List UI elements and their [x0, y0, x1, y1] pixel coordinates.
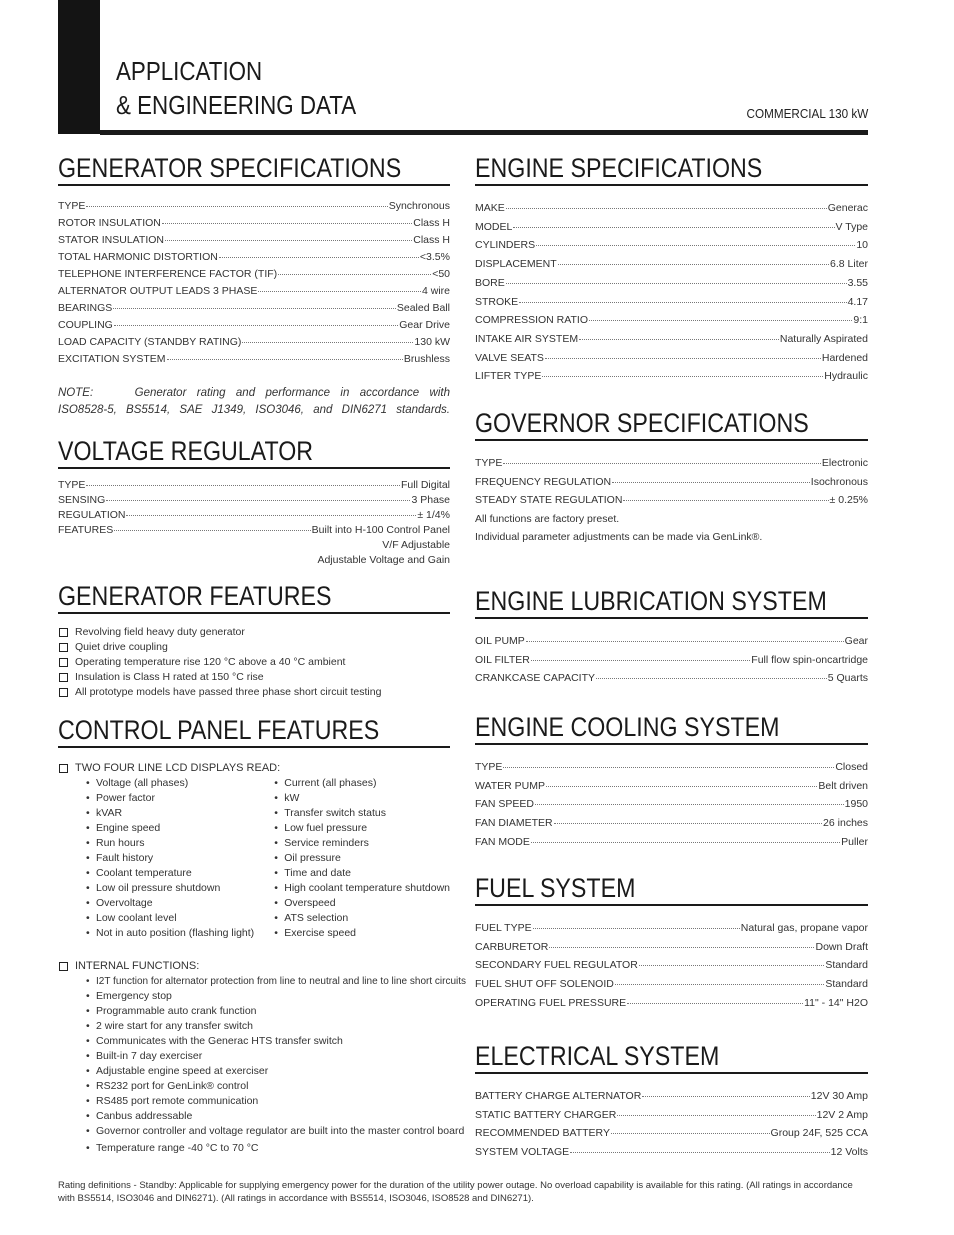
- section-rule: [475, 439, 868, 441]
- spec-value: V Type: [835, 220, 868, 233]
- list-item: [58, 670, 450, 685]
- list-item: • Service reminders: [274, 836, 450, 851]
- spec-label: OIL PUMP: [475, 635, 525, 647]
- spec-label: BEARINGS: [58, 302, 113, 314]
- list-item: • 2 wire start for any transfer switch: [86, 1019, 450, 1034]
- page-title-line2: & ENGINEERING DATA: [116, 90, 357, 120]
- features-continuation: Adjustable Voltage and Gain: [317, 554, 450, 566]
- spec-row: [475, 814, 868, 833]
- spec-row: [58, 351, 450, 368]
- spec-value: 12 Volts: [830, 1146, 868, 1159]
- spec-label: CRANKCASE CAPACITY: [475, 672, 595, 684]
- list-item: • Emergency stop: [86, 989, 450, 1004]
- spec-row: [58, 493, 450, 508]
- spec-row: [475, 994, 868, 1013]
- spec-row: [58, 508, 450, 523]
- spec-value: Group 24F, 525 CCA: [770, 1127, 868, 1140]
- spec-row: [58, 334, 450, 351]
- spec-value: 1950: [844, 798, 868, 811]
- leader-dots: [106, 500, 410, 501]
- engine-lubrication-section: [475, 585, 868, 688]
- spec-value: 130 kW: [414, 336, 450, 348]
- section-title: VOLTAGE REGULATOR: [58, 436, 314, 466]
- spec-value: Full Digital: [400, 479, 450, 491]
- spec-row: [475, 199, 868, 218]
- spec-value: Sealed Ball: [396, 302, 450, 314]
- list-item: • I2T function for alternator protection from line to neutral and line to line short circuits: [86, 974, 450, 989]
- list-item: • Time and date: [274, 866, 450, 881]
- leader-dots: [623, 500, 828, 501]
- spec-label: RECOMMENDED BATTERY: [475, 1127, 610, 1140]
- control-panel-features-section: [58, 714, 467, 1157]
- checkbox-icon: [59, 628, 68, 637]
- engine-cooling-section: [475, 711, 868, 852]
- list-item: • kVAR: [86, 806, 274, 821]
- leader-dots: [165, 240, 412, 241]
- spec-label: REGULATION: [58, 509, 126, 521]
- spec-value: 6.8 Liter: [830, 258, 868, 271]
- leader-dots: [86, 485, 400, 486]
- section-title: GENERATOR FEATURES: [58, 581, 332, 611]
- spec-row: [475, 236, 868, 255]
- spec-rows: [475, 919, 868, 1013]
- spec-label: STATOR INSULATION: [58, 234, 164, 246]
- spec-rows: [58, 198, 450, 368]
- spec-row: [475, 1106, 868, 1125]
- leader-dots: [533, 928, 740, 929]
- spec-row: [475, 1143, 868, 1162]
- spec-label: FAN MODE: [475, 835, 530, 848]
- spec-row: [475, 651, 868, 670]
- list-item: • Overvoltage: [86, 896, 274, 911]
- spec-row: [58, 232, 450, 249]
- spec-label: FUEL TYPE: [475, 922, 532, 934]
- internal-functions-heading: [58, 959, 450, 974]
- leader-dots: [531, 842, 840, 843]
- spec-value: 3 Phase: [411, 494, 450, 506]
- leader-dots: [114, 530, 310, 531]
- leader-dots: [162, 223, 412, 224]
- list-item: • Current (all phases): [274, 776, 450, 791]
- page-title: [116, 54, 356, 122]
- section-rule: [58, 746, 450, 748]
- spec-label: DISPLACEMENT: [475, 258, 557, 271]
- spec-row: [475, 367, 868, 386]
- leader-dots: [278, 274, 431, 275]
- list-item: • Power factor: [86, 791, 274, 806]
- leader-dots: [126, 515, 416, 516]
- leader-dots: [503, 767, 834, 768]
- checkbox-icon: [59, 658, 68, 667]
- spec-label: TYPE: [58, 479, 86, 491]
- spec-label: WATER PUMP: [475, 779, 545, 792]
- engine-specifications-section: [475, 152, 868, 386]
- fuel-system-section: [475, 872, 868, 1013]
- spec-value: Gear Drive: [399, 319, 450, 331]
- leader-dots: [611, 1133, 770, 1134]
- spec-value: Class H: [413, 234, 450, 246]
- note-line: NOTE: Generator rating and performance in accordance with: [58, 387, 450, 399]
- spec-label: MODEL: [475, 220, 513, 233]
- features-continuation: V/F Adjustable: [382, 539, 450, 551]
- spec-row: [475, 293, 868, 312]
- list-item: • Communicates with the Generac HTS transfer switch: [86, 1034, 450, 1049]
- spec-value: 3.55: [847, 276, 868, 289]
- spec-label: OIL FILTER: [475, 653, 530, 666]
- spec-row: [475, 473, 868, 492]
- leader-dots: [258, 291, 421, 292]
- list-item: • Adjustable engine speed at exerciser: [86, 1064, 450, 1079]
- spec-label: STROKE: [475, 295, 519, 308]
- spec-row: [475, 758, 868, 777]
- list-item: • Low oil pressure shutdown: [86, 881, 274, 896]
- spec-row: [58, 317, 450, 334]
- feature-list: [58, 625, 450, 700]
- leader-dots: [506, 283, 847, 284]
- display-readouts: [86, 776, 450, 941]
- spec-label: INTAKE AIR SYSTEM: [475, 332, 579, 345]
- spec-row: [475, 311, 868, 330]
- leader-dots: [242, 342, 413, 343]
- leader-dots: [219, 257, 419, 258]
- section-title: ENGINE COOLING SYSTEM: [475, 712, 780, 742]
- voltage-regulator-section: [58, 435, 450, 568]
- leader-dots: [615, 984, 825, 985]
- spec-row: [475, 956, 868, 975]
- leader-dots: [558, 264, 829, 265]
- leader-dots: [596, 678, 827, 679]
- spec-row: [475, 938, 868, 957]
- generator-features-section: [58, 580, 450, 700]
- spec-row: [475, 218, 868, 237]
- list-item: • RS232 port for GenLink® control: [86, 1079, 450, 1094]
- spec-value: Hydraulic: [824, 370, 868, 383]
- spec-label: EXCITATION SYSTEM: [58, 353, 166, 365]
- spec-rows: [475, 758, 868, 852]
- list-item-text: Quiet drive coupling: [75, 641, 168, 653]
- spec-row: [475, 255, 868, 274]
- leader-dots: [546, 786, 817, 787]
- spec-value: Isochronous: [810, 475, 868, 488]
- leader-dots: [526, 641, 844, 642]
- spec-row: [475, 975, 868, 994]
- list-item: • Engine speed: [86, 821, 274, 836]
- spec-value: Standard: [825, 978, 868, 991]
- spec-value: Hardened: [821, 351, 868, 364]
- spec-label: COMPRESSION RATIO: [475, 314, 588, 327]
- spec-row: [475, 349, 868, 368]
- spec-rows: [58, 478, 450, 568]
- spec-value: 4 wire: [421, 285, 450, 297]
- spec-row: [58, 478, 450, 493]
- list-item-text: Insulation is Class H rated at 150 °C rise: [75, 671, 264, 683]
- spec-label: ALTERNATOR OUTPUT LEADS 3 PHASE: [58, 285, 258, 297]
- spec-label: SENSING: [58, 494, 106, 506]
- leader-dots: [536, 245, 855, 246]
- governor-specifications-section: [475, 407, 868, 546]
- leader-dots: [570, 1152, 829, 1153]
- spec-label: FUEL SHUT OFF SOLENOID: [475, 978, 614, 991]
- spec-label: CARBURETOR: [475, 940, 549, 953]
- list-item: • Voltage (all phases): [86, 776, 274, 791]
- spec-value: Full flow spin-oncartridge: [751, 653, 868, 666]
- spec-value: Closed: [835, 761, 868, 773]
- leader-dots: [167, 359, 403, 360]
- spec-row: [58, 266, 450, 283]
- internal-functions-list: [86, 974, 467, 1157]
- leader-dots: [545, 358, 821, 359]
- section-rule: [475, 184, 868, 186]
- list-item: • Programmable auto crank function: [86, 1004, 450, 1019]
- spec-value: ± 0.25%: [829, 494, 868, 506]
- display-readouts-col2: [274, 776, 450, 941]
- spec-label: STEADY STATE REGULATION: [475, 494, 623, 506]
- note-line: ISO8528-5, BS5514, SAE J1349, ISO3046, and DIN6271 standards.: [58, 404, 450, 416]
- spec-label: TYPE: [475, 457, 503, 469]
- generator-specifications-section: [58, 152, 450, 419]
- leader-dots: [549, 947, 814, 948]
- list-item: • Oil pressure: [274, 851, 450, 866]
- spec-row: [58, 300, 450, 317]
- spec-value: Natural gas, propane vapor: [740, 922, 868, 934]
- spec-label: TOTAL HARMONIC DISTORTION: [58, 251, 218, 263]
- spec-label: FAN SPEED: [475, 798, 534, 811]
- list-item: [58, 625, 450, 640]
- list-item-text: Operating temperature rise 120 °C above a 40 °C ambient: [75, 656, 346, 668]
- spec-value: 10: [856, 239, 868, 252]
- header-black-bar: [58, 0, 100, 134]
- spec-label: FAN DIAMETER: [475, 817, 553, 830]
- spec-value: ± 1/4%: [417, 509, 450, 521]
- spec-value: Class H: [413, 217, 450, 229]
- governor-note: Individual parameter adjustments can be made via GenLink®.: [475, 530, 763, 543]
- display-readouts-col1: [86, 776, 274, 941]
- list-item: • RS485 port remote communication: [86, 1094, 450, 1109]
- list-item: • Low fuel pressure: [274, 821, 450, 836]
- leader-dots: [579, 339, 779, 340]
- leader-dots: [589, 320, 852, 321]
- leader-dots: [639, 965, 825, 966]
- leader-dots: [506, 208, 827, 209]
- spec-row: [58, 283, 450, 300]
- checkbox-icon: [59, 673, 68, 682]
- spec-row: [475, 669, 868, 688]
- spec-value: Built into H-100 Control Panel: [311, 524, 450, 536]
- section-rule: [475, 617, 868, 619]
- spec-value: Gear: [844, 635, 868, 647]
- spec-row: [475, 795, 868, 814]
- spec-row: [475, 454, 868, 473]
- spec-label: FEATURES: [58, 524, 114, 536]
- spec-row: [58, 198, 450, 215]
- spec-row: [58, 523, 450, 538]
- spec-rows: [475, 632, 868, 688]
- spec-label: OPERATING FUEL PRESSURE: [475, 996, 627, 1009]
- spec-value: Brushless: [403, 353, 450, 365]
- section-title: GENERATOR SPECIFICATIONS: [58, 153, 402, 183]
- spec-label: SECONDARY FUEL REGULATOR: [475, 959, 638, 972]
- spec-value: 12V 30 Amp: [810, 1090, 868, 1102]
- spec-value: Electronic: [821, 457, 868, 469]
- spec-value: <50: [432, 268, 450, 280]
- list-item: • Run hours: [86, 836, 274, 851]
- spec-label: VALVE SEATS: [475, 351, 544, 364]
- list-item: • kW: [274, 791, 450, 806]
- list-item: • Overspeed: [274, 896, 450, 911]
- spec-value: Generac: [827, 202, 868, 214]
- section-title: GOVERNOR SPECIFICATIONS: [475, 408, 809, 438]
- spec-rows: [475, 1087, 868, 1162]
- spec-label: LOAD CAPACITY (STANDBY RATING): [58, 336, 242, 348]
- section-title: FUEL SYSTEM: [475, 873, 636, 903]
- list-item: • Coolant temperature: [86, 866, 274, 881]
- spec-value: Down Draft: [815, 940, 868, 953]
- section-rule: [475, 1072, 868, 1074]
- spec-label: TYPE: [58, 200, 86, 212]
- governor-note: All functions are factory preset.: [475, 512, 620, 525]
- displays-heading: [58, 761, 450, 776]
- spec-row: [475, 330, 868, 349]
- checkbox-icon: [59, 688, 68, 697]
- spec-value: Puller: [841, 835, 868, 848]
- spec-label: TELEPHONE INTERFERENCE FACTOR (TIF): [58, 268, 278, 280]
- spec-row: [475, 491, 868, 510]
- list-item: • ATS selection: [274, 911, 450, 926]
- spec-label: SYSTEM VOLTAGE: [475, 1146, 570, 1159]
- section-rule: [58, 612, 450, 614]
- list-item: • Built-in 7 day exerciser: [86, 1049, 450, 1064]
- section-rule: [475, 904, 868, 906]
- leader-dots: [612, 482, 810, 483]
- section-rule: [58, 184, 450, 186]
- spec-row: [475, 632, 868, 651]
- leader-dots: [503, 463, 820, 464]
- checkbox-icon: [59, 962, 68, 971]
- list-item-text: Revolving field heavy duty generator: [75, 626, 245, 638]
- section-title: ELECTRICAL SYSTEM: [475, 1041, 720, 1071]
- rating-definitions-footer: Rating definitions - Standby: Applicable for supplying emergency power for the duration of the utility power outage. No overload capability is available for this rating. (All ratings in accordance with BS5514, ISO3046 and DIN6271). (All ratings in accordance with BS5514, ISO3046, ISO8528 and DIN6271).: [58, 1180, 853, 1204]
- leader-dots: [542, 376, 823, 377]
- leader-dots: [627, 1003, 803, 1004]
- spec-label: COUPLING: [58, 319, 113, 331]
- standards-note: [58, 385, 450, 419]
- electrical-system-section: [475, 1040, 868, 1162]
- list-item: • Exercise speed: [274, 926, 450, 941]
- header-rule: [100, 130, 868, 135]
- spec-value: 9:1: [853, 314, 868, 327]
- spec-label: ROTOR INSULATION: [58, 217, 161, 229]
- spec-value: <3.5%: [419, 251, 450, 263]
- checkbox-icon: [59, 643, 68, 652]
- spec-row: [475, 777, 868, 796]
- spec-label: LIFTER TYPE: [475, 370, 542, 383]
- spec-label: STATIC BATTERY CHARGER: [475, 1108, 617, 1121]
- spec-row: [475, 1087, 868, 1106]
- list-item: • Fault history: [86, 851, 274, 866]
- section-title: CONTROL PANEL FEATURES: [58, 715, 380, 745]
- spec-value: Belt driven: [818, 779, 868, 792]
- spec-row: [475, 919, 868, 938]
- leader-dots: [554, 823, 822, 824]
- leader-dots: [513, 227, 834, 228]
- spec-rows: [475, 454, 868, 546]
- spec-label: FREQUENCY REGULATION: [475, 475, 612, 488]
- leader-dots: [113, 308, 396, 309]
- leader-dots: [642, 1096, 809, 1097]
- page-title-line1: APPLICATION: [116, 56, 263, 86]
- list-item: • Canbus addressable: [86, 1109, 450, 1124]
- checkbox-icon: [59, 764, 68, 773]
- spec-value: 26 inches: [823, 817, 868, 830]
- list-item: • High coolant temperature shutdown: [274, 881, 450, 896]
- spec-label: MAKE: [475, 202, 505, 214]
- list-item: • Temperature range -40 °C to 70 °C: [86, 1139, 450, 1157]
- spec-row: [58, 215, 450, 232]
- leader-dots: [531, 660, 750, 661]
- model-label: COMMERCIAL 130 kW: [746, 106, 868, 121]
- list-item: • Not in auto position (flashing light): [86, 926, 274, 941]
- spec-value: 12V 2 Amp: [816, 1108, 868, 1121]
- spec-row: [475, 833, 868, 852]
- list-item: [58, 685, 450, 700]
- section-rule: [475, 743, 868, 745]
- list-item-text: All prototype models have passed three phase short circuit testing: [75, 686, 382, 698]
- spec-row: [58, 249, 450, 266]
- leader-dots: [86, 206, 387, 207]
- list-item: [58, 655, 450, 670]
- internal-heading-text: INTERNAL FUNCTIONS:: [75, 960, 200, 972]
- spec-value: 5 Quarts: [827, 672, 868, 684]
- leader-dots: [617, 1115, 815, 1116]
- spec-value: 11" - 14" H2O: [804, 996, 868, 1009]
- spec-value: 4.17: [847, 295, 868, 308]
- list-item: • Low coolant level: [86, 911, 274, 926]
- section-title: ENGINE LUBRICATION SYSTEM: [475, 586, 827, 616]
- spec-row: [475, 1124, 868, 1143]
- leader-dots: [535, 804, 844, 805]
- leader-dots: [114, 325, 398, 326]
- list-item: [58, 640, 450, 655]
- spec-label: TYPE: [475, 761, 503, 773]
- spec-row: [475, 274, 868, 293]
- list-item: • Transfer switch status: [274, 806, 450, 821]
- spec-label: CYLINDERS: [475, 239, 536, 252]
- spec-rows: [475, 199, 868, 386]
- list-item: • Governor controller and voltage regulator are built into the master control board: [86, 1124, 450, 1139]
- spec-value: Synchronous: [388, 200, 450, 212]
- spec-value: Naturally Aspirated: [779, 332, 868, 345]
- spec-label: BATTERY CHARGE ALTERNATOR: [475, 1090, 642, 1102]
- spec-value: Standard: [825, 959, 868, 972]
- section-title: ENGINE SPECIFICATIONS: [475, 153, 763, 183]
- spec-label: BORE: [475, 276, 505, 289]
- section-rule: [58, 467, 450, 469]
- leader-dots: [519, 302, 846, 303]
- displays-heading-text: TWO FOUR LINE LCD DISPLAYS READ:: [75, 762, 281, 774]
